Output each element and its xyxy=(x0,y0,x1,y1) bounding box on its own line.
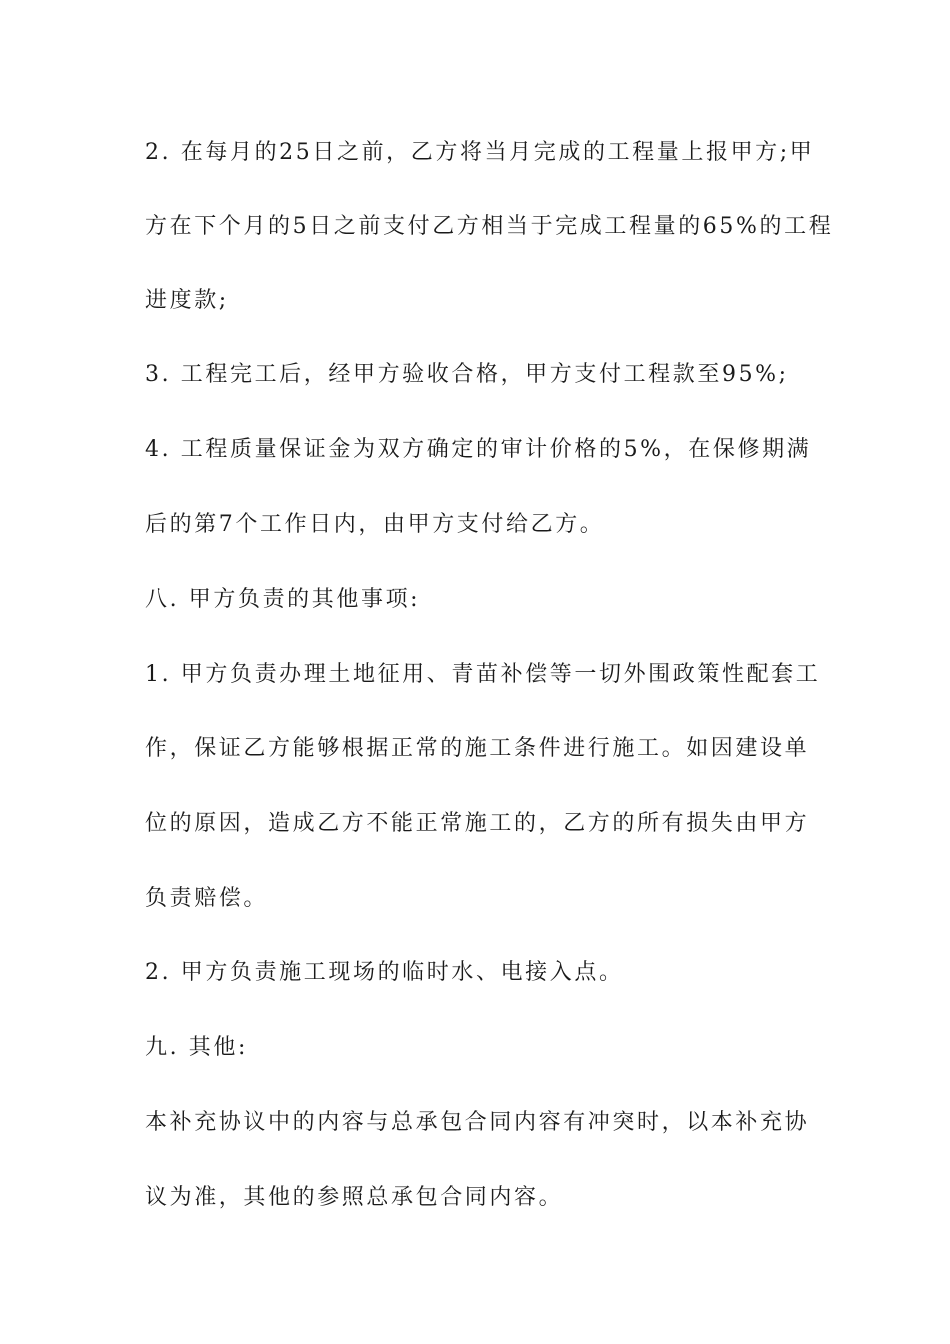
text-line: 作，保证乙方能够根据正常的施工条件进行施工。如因建设单 xyxy=(145,736,810,761)
text-line: 位的原因，造成乙方不能正常施工的，乙方的所有损失由甲方 xyxy=(145,811,810,836)
section-heading: 九. 其他: xyxy=(145,1035,248,1060)
text-line: 进度款; xyxy=(145,288,229,313)
text-line: 本补充协议中的内容与总承包合同内容有冲突时，以本补充协 xyxy=(145,1110,810,1135)
text-line: 负责赔偿。 xyxy=(145,886,269,911)
text-line: 方在下个月的5日之前支付乙方相当于完成工程量的65%的工程 xyxy=(145,214,834,239)
text-line: 3. 工程完工后，经甲方验收合格，甲方支付工程款至95%; xyxy=(145,362,789,387)
text-line: 1. 甲方负责办理土地征用、青苗补偿等一切外围政策性配套工 xyxy=(145,662,821,687)
section-heading: 八. 甲方负责的其他事项: xyxy=(145,587,421,612)
text-line: 4. 工程质量保证金为双方确定的审计价格的5%，在保修期满 xyxy=(145,437,812,462)
text-line: 2. 在每月的25日之前，乙方将当月完成的工程量上报甲方;甲 xyxy=(145,140,815,165)
text-line: 后的第7个工作日内，由甲方支付给乙方。 xyxy=(145,512,605,537)
text-line: 2. 甲方负责施工现场的临时水、电接入点。 xyxy=(145,960,624,985)
text-line: 议为准，其他的参照总承包合同内容。 xyxy=(145,1185,564,1210)
